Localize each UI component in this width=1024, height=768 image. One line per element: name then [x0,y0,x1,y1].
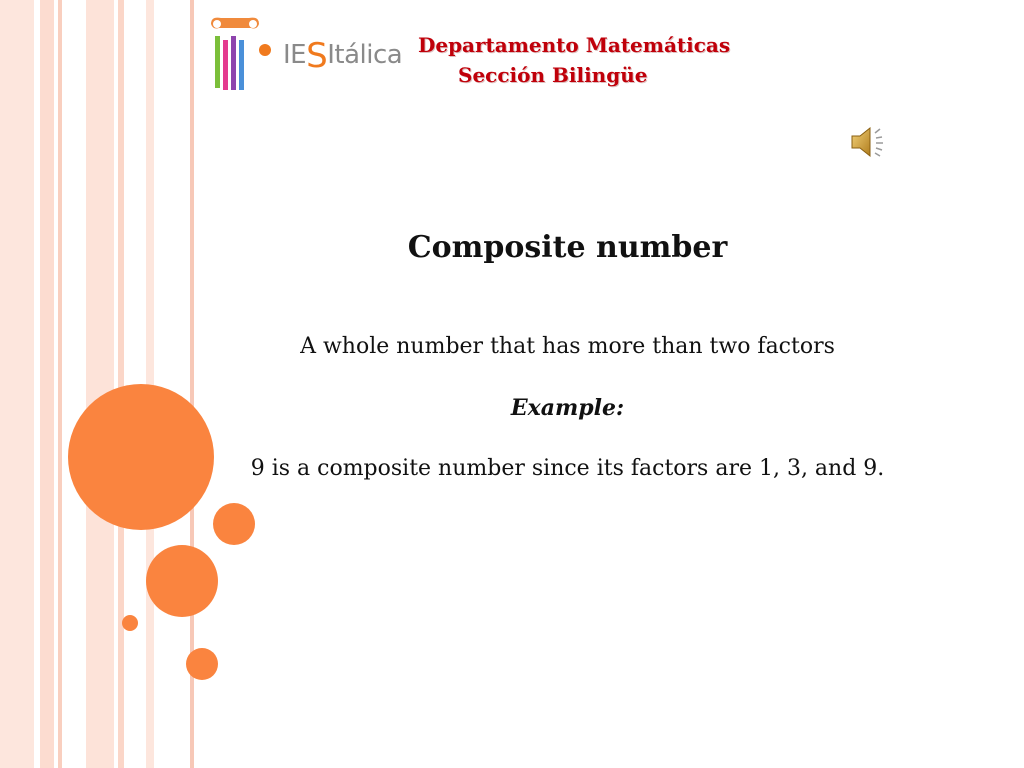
speaker-icon [848,124,888,160]
department-name: Departamento Matemáticas [418,33,731,57]
logo-suffix: Itálica [327,40,403,70]
logo-prefix: IE [283,40,307,70]
decorative-circle-tiny [122,615,138,631]
logo-s-letter: S [306,36,328,76]
decorative-circle-medium [146,545,218,617]
decorative-stripes [0,0,200,768]
example-label: Example: [510,395,625,421]
example-text: 9 is a composite number since its factors are 1, 3, and 9. [250,456,885,481]
school-logo [205,14,405,94]
definition-text: A whole number that has more than two factors [300,334,835,359]
decorative-circle-large [68,384,214,530]
slide-title: Composite number [407,230,728,265]
section-name: Sección Bilingüe [458,63,648,87]
decorative-circle-small [213,503,255,545]
decorative-circle-small-2 [186,648,218,680]
logo-wordmark [283,36,402,76]
department-header [418,30,730,90]
ies-italica-logo [205,14,277,94]
speaker-button[interactable] [848,124,888,160]
